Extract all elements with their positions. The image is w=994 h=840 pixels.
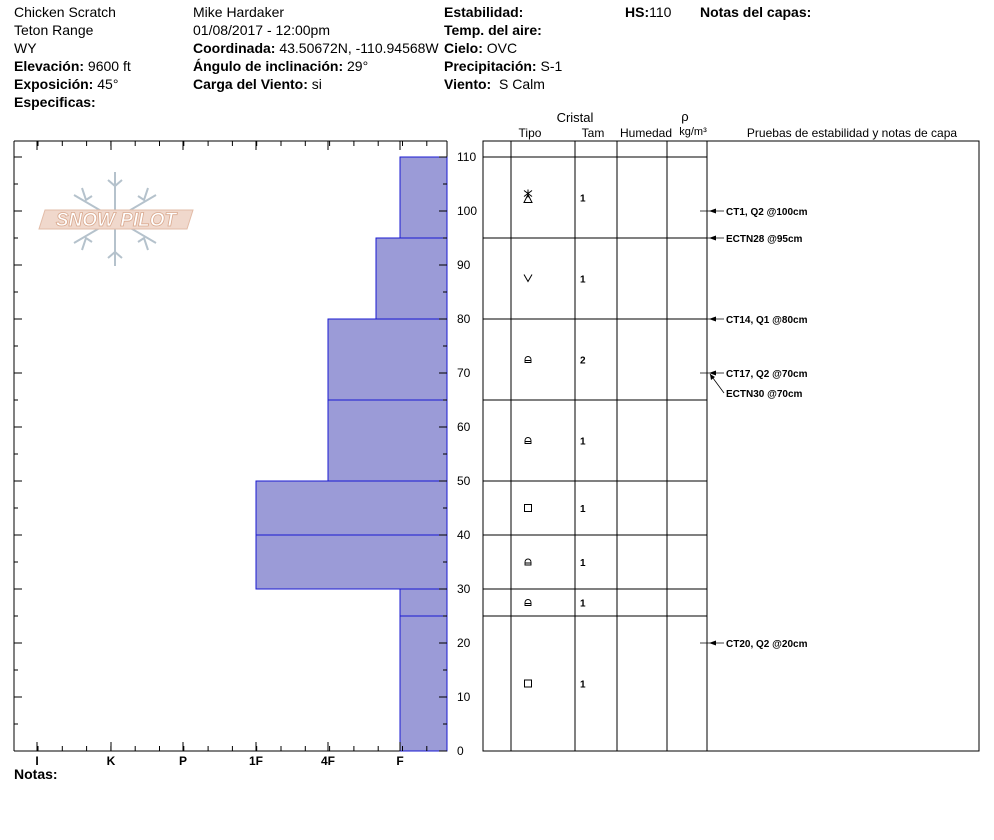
- elevation-value: 9600 ft: [87, 58, 131, 74]
- stability-test: [700, 315, 808, 326]
- tam-header: Tam: [581, 126, 605, 140]
- aspect-value: 45°: [97, 76, 119, 92]
- layer-table: [483, 109, 979, 751]
- hardness-tick-label: F: [396, 754, 404, 768]
- grain-size-label: 1: [580, 504, 586, 515]
- hardness-tick-label: K: [106, 754, 116, 768]
- stability-test: [700, 234, 803, 245]
- observation-datetime: 01/08/2017 - 12:00pm: [193, 22, 330, 38]
- depth-tick-label: 0: [457, 744, 464, 758]
- grain-size-label: 1: [580, 598, 586, 610]
- hardness-tick-label: I: [35, 754, 39, 768]
- hardness-bar: [400, 157, 447, 238]
- wind-label: Viento:: [444, 76, 492, 92]
- precip-label: Precipitación:: [444, 58, 537, 74]
- sky-label: Cielo:: [444, 40, 483, 56]
- sky-value: OVC: [486, 40, 518, 56]
- hardness-bar: [328, 319, 447, 400]
- depth-tick-label: 60: [457, 420, 471, 434]
- layer-notes-label: Notas del capas:: [700, 4, 812, 20]
- faceted-crystal-icon: [525, 680, 532, 687]
- humedad-header: Humedad: [619, 126, 673, 140]
- specifics-label: Especificas:: [14, 94, 96, 110]
- test-arrow-head: [709, 209, 716, 214]
- slope-label: Ángulo de inclinación:: [193, 58, 344, 74]
- stability-label: Estabilidad:: [444, 4, 524, 20]
- tests-header: Pruebas de estabilidad y notas de capa: [746, 126, 958, 140]
- hardness-bar: [256, 481, 447, 535]
- depth-tick-label: 80: [457, 312, 471, 326]
- depth-tick-label: 30: [457, 582, 471, 596]
- hs-label: HS:: [625, 4, 650, 20]
- coordinates-value: 43.50672N, -110.94568W: [279, 40, 439, 56]
- test-arrow-head: [709, 317, 716, 322]
- notes-label: Notas:: [14, 766, 58, 782]
- hardness-bar: [256, 535, 447, 589]
- observer-name: Mike Hardaker: [193, 4, 285, 20]
- range-name: Teton Range: [14, 22, 94, 38]
- precip-value: S-1: [540, 58, 563, 74]
- slope-value: 29°: [347, 58, 369, 74]
- rounded-grain-icon: [525, 559, 531, 565]
- faceted-crystal-icon: [525, 505, 532, 512]
- grain-size-label: 1: [580, 193, 586, 205]
- depth-tick-label: 70: [457, 366, 471, 380]
- hardness-tick-label: 1F: [248, 754, 264, 768]
- grain-size-label: 1: [580, 274, 586, 286]
- location-name: Chicken Scratch: [14, 4, 116, 20]
- test-label: ECTN30 @70cm: [726, 389, 803, 400]
- grain-size-label: 1: [580, 679, 586, 691]
- hardness-tick-label: P: [178, 754, 188, 768]
- precipitation-particle-icon: [524, 190, 532, 203]
- hardness-bar: [376, 238, 447, 319]
- depth-tick-label: 20: [457, 636, 471, 650]
- test-arrow-head: [709, 641, 716, 646]
- elevation-label: Elevación:: [14, 58, 85, 74]
- coordinates-label: Coordinada:: [193, 40, 276, 56]
- depth-tick-label: 40: [457, 528, 471, 542]
- hardness-bars: [256, 157, 447, 751]
- depth-tick-label: 50: [457, 474, 471, 488]
- wind-load-value: si: [311, 76, 322, 92]
- state-name: WY: [14, 40, 37, 56]
- cristal-header: Cristal: [556, 110, 594, 125]
- grain-size-label: 2: [580, 355, 586, 367]
- test-label: CT17, Q2 @70cm: [726, 369, 808, 380]
- stability-test: [700, 639, 808, 650]
- test-arrow-head: [709, 371, 716, 376]
- hardness-bar: [400, 589, 447, 616]
- test-arrow-head: [709, 236, 716, 241]
- tipo-header: Tipo: [518, 126, 542, 140]
- test-label: CT20, Q2 @20cm: [726, 639, 808, 650]
- test-label: CT1, Q2 @100cm: [726, 207, 808, 218]
- logo-text: SNOW PILOT: [55, 210, 177, 231]
- hardness-bar: [328, 400, 447, 481]
- rounded-grain-icon: [525, 600, 531, 606]
- layer-rows: [483, 157, 707, 691]
- depth-tick-label: 10: [457, 690, 471, 704]
- grain-size-label: 1: [580, 436, 586, 448]
- hardness-bar: [400, 616, 447, 751]
- density-unit-header: kg/m³: [679, 126, 707, 138]
- stability-tests: [700, 207, 808, 650]
- depth-tick-label: 100: [457, 204, 478, 218]
- test-label: CT14, Q1 @80cm: [726, 315, 808, 326]
- stability-test: [700, 369, 808, 380]
- test-label: ECTN28 @95cm: [726, 234, 803, 245]
- air-temp-label: Temp. del aire:: [444, 22, 542, 38]
- hardness-tick-label: 4F: [320, 754, 336, 768]
- decomposing-fragment-icon: [524, 275, 532, 282]
- wind-load-label: Carga del Viento:: [193, 76, 308, 92]
- rho-header: ρ: [681, 109, 689, 124]
- wind-value: S Calm: [498, 76, 545, 92]
- depth-tick-label: 110: [457, 150, 477, 164]
- rounded-grain-icon: [525, 357, 531, 363]
- grain-size-label: 1: [580, 558, 586, 569]
- rounded-grain-icon: [525, 438, 531, 444]
- hs-value: 110: [649, 4, 672, 20]
- aspect-label: Exposición:: [14, 76, 94, 92]
- snowpilot-logo: [39, 172, 193, 266]
- depth-tick-label: 90: [457, 258, 471, 272]
- stability-test: [700, 207, 808, 218]
